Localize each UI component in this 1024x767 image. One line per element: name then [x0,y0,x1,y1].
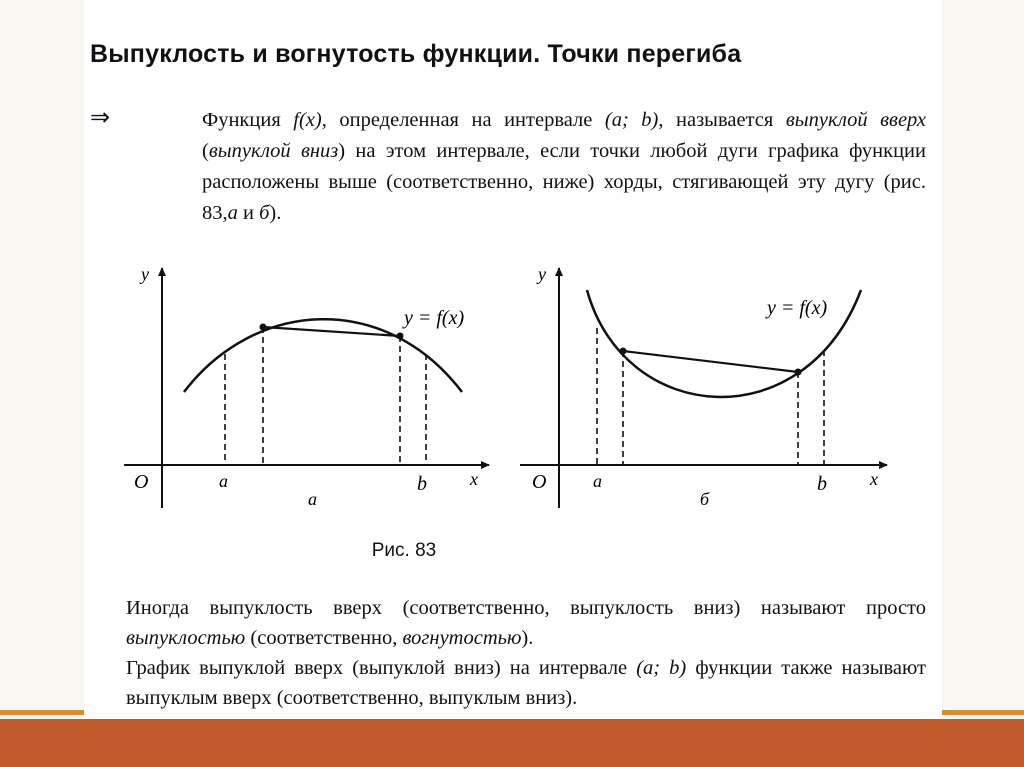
term-convexity: выпуклостью [126,627,246,649]
paragraph-part: ). [521,627,534,649]
interval-notation: (a; b) [636,657,687,679]
origin-label: O [134,471,149,493]
figure-83 [84,250,942,530]
figure-ref-a: а [227,202,238,224]
definition-part: и [237,202,260,224]
paragraph-convexity-terms [126,593,926,653]
x-axis-label: x [470,469,478,489]
textbook-page [84,0,942,719]
curve-label: y = f(x) [767,297,828,319]
graph-convex-up [124,264,489,509]
implies-arrow-icon: ⇒ [90,105,111,131]
interval-notation: (a; b) [604,109,659,131]
graph-convex-down [520,264,887,509]
y-axis-label: y [141,264,149,284]
function-notation: f(x) [293,109,322,131]
definition-text [202,105,926,229]
accent-line-right [942,710,1024,715]
term-convex-up: выпуклой вверх [785,109,926,131]
figure-caption: Рис. 83 [371,540,437,561]
y-axis-label: y [538,264,546,284]
origin-label: O [532,471,547,493]
a-label: a [593,471,602,491]
b-label: b [817,473,827,495]
definition-part: ) на этом интервале, если точки любой дуги графика функции расположены выше (соответственно, ниже) хорды, стягивающей эту дугу (рис. 83, [202,140,926,224]
paragraph-part: Иногда выпуклость вверх (соответственно, выпуклость вниз) называют просто [126,597,926,619]
definition-part: Функция [202,109,294,131]
definition-part: ). [269,202,282,224]
paragraph-part: График выпуклой вверх (выпуклой вниз) на интервале [126,657,637,679]
chord [623,351,798,372]
accent-line-left [0,710,84,715]
definition-part: ( [202,140,209,162]
footer-band [0,719,1024,767]
paragraph-graph-convexity [126,653,926,713]
figure-ref-b: б [259,202,270,224]
definition-part: , называется [658,109,786,131]
a-label: a [219,471,228,491]
figure-sublabel-a: а [308,489,317,509]
page-title: Выпуклость и вогнутость функции. Точки перегиба [90,40,742,68]
definition-part: , определенная на интервале [321,109,605,131]
paragraph-part: функции также называют выпуклым вверх (соответственно, выпуклым вниз). [126,657,927,709]
x-axis-label: x [870,469,878,489]
figure-sublabel-b: б [700,489,710,509]
paragraph-part: (соответственно, [245,627,403,649]
term-concavity: вогнутостью [402,627,522,649]
b-label: b [417,473,427,495]
curve-label: y = f(x) [404,307,465,329]
term-convex-down: выпуклой вниз [208,140,339,162]
graphs-svg [84,250,942,530]
